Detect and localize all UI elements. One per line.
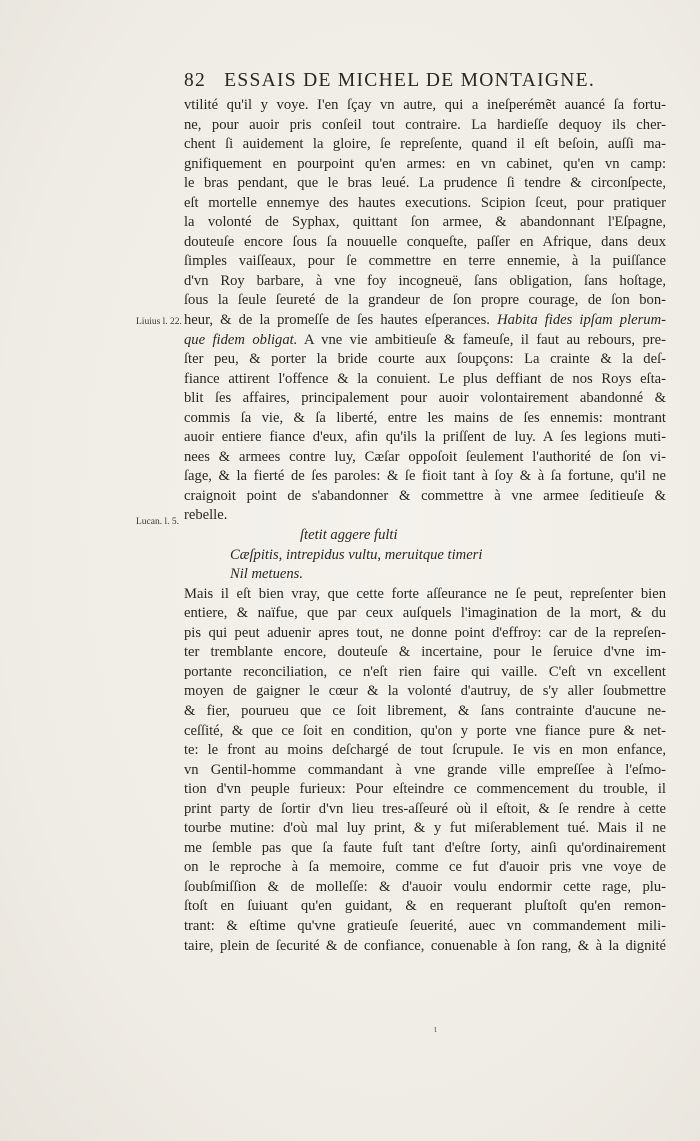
text-line: print party de ſortir d'vn lieu tres-aſſeuré où il eſtoit, & ſe rendre à cette <box>184 800 666 817</box>
text-line: ſous la ſeule ſeureté de la grandeur de ſon propre courage, de ſon bon- <box>184 292 666 309</box>
text-line: taire, plein de ſecurité & de confiance, conuenable à ſon rang, & à la dignité <box>184 937 666 954</box>
margin-note-lucan: Lucan. l. 5. <box>136 517 180 527</box>
text-line: trant: & eſtime qu'vne gratieuſe ſeuerité, auec vn commandement mili- <box>184 917 666 934</box>
text-line: auoir entiere fiance d'eux, afin qu'ils la priſſent de luy. A ſes legions muti- <box>184 429 666 446</box>
text-line: commis ſa vie, & ſa liberté, entre les mains de ſes ennemis: montrant <box>184 409 666 426</box>
text-line: entiere, & naïfue, que par ceux auſquels l'imagination de la mort, & du <box>184 605 666 622</box>
text-line: chent ſi auidement la gloire, ſe repreſente, quand il eſt beſoin, auſſi ma- <box>184 136 666 153</box>
running-header <box>184 70 664 92</box>
text-line: me ſemble pas que ſa faute fuſt tant d'eſtre ſorty, ainſi qu'ordinairement <box>184 839 666 856</box>
latin-quote: Habita fides ipſam plerum- <box>497 312 666 329</box>
text-line: douteuſe encore ſous ſa nouuelle conqueſte, paſſer en Afrique, dans deux <box>184 233 666 250</box>
text-line: le bras pendant, que le bras leué. La prudence ſi tendre & circonſpecte, <box>184 175 666 192</box>
text-line: gnifiquement en pourpoint qu'en armes: en vn cabinet, qu'en vn camp: <box>184 155 666 172</box>
text-line: nees & armees contre luy, Cæſar oppoſoit ſeulement l'authorité de ſon vi- <box>184 448 666 465</box>
text-line: vn Gentil-homme commandant à vne grande ville empreſſee à l'eſmo- <box>184 761 666 778</box>
latin-quote: que fidem obligat. <box>184 331 298 348</box>
text-line: fiance attirent l'offence & la conuient. Le plus deffiant de nos Roys eſta- <box>184 370 666 387</box>
text-line: ſoubſmiſſion & de molleſſe: & d'auoir voulu endormir cette rage, plu- <box>184 878 666 895</box>
text-line: craignoit point de s'abandonner & commettre à vne armee ſeditieuſe & <box>184 487 666 504</box>
text-segment: A vne vie ambitieuſe & fameuſe, il faut au rebours, pre- <box>297 331 666 348</box>
text-line: tourbe mutine: d'où mal luy print, & y fut miſerablement tué. Mais il ne <box>184 820 666 837</box>
text-line: rebelle. <box>184 507 228 524</box>
page-mark: ɩ <box>434 1024 437 1035</box>
text-line-with-quote <box>184 311 666 331</box>
text-line: te: le front au moins deſchargé de tout ſcrupule. Ie vis en mon enfance, <box>184 742 666 759</box>
text-line: Mais il eſt bien vray, que cette forte aſſeurance ne ſe peut, repreſenter bien <box>184 585 666 602</box>
text-line: ter tremblante encore, douteuſe & incertaine, pour le ſeruice d'vne im- <box>184 644 666 661</box>
page-number: 82 <box>184 70 207 91</box>
text-line: la volonté de Syphax, quittant ſon armee, & abandonnant l'Eſpagne, <box>184 214 666 231</box>
text-line: ſimples vaiſſeaux, pour ſe commettre en terre ennemie, à la puiſſance <box>184 253 666 270</box>
text-segment: heur, & de la promeſſe de ſes hautes eſperances. <box>184 312 498 329</box>
text-line: & fier, pourueu que ce ſoit librement, & ſans contrainte d'aucune ne- <box>184 702 666 719</box>
text-line: moyen de gaigner le cœur & la volonté d'autruy, de s'y aller ſoubmettre <box>184 683 666 700</box>
verse-line: Nil metuens. <box>230 566 303 583</box>
text-line: ſter peu, & porter la bride courte aux ſoupçons: La crainte & la deſ- <box>184 351 666 368</box>
verse-line: Cæſpitis, intrepidus vultu, meruitque timeri <box>230 546 483 563</box>
text-line: ſtoſt en ſuiuant qu'en guidant, & en requerant pluſtoſt qu'en remon- <box>184 898 666 915</box>
text-line: ceſſité, & que ce ſoit en condition, qu'on y porte vne fiance pure & net- <box>184 722 666 739</box>
text-line: eſt mortelle ennemye des hautes executions. Scipion ſceut, pour pratiquer <box>184 194 666 211</box>
text-line-with-quote <box>184 331 666 351</box>
text-line: ſage, & la fierté de ſes paroles: & ſe fioit tant à ſoy & à ſa fortune, qu'il ne <box>184 468 666 485</box>
text-line: on le reproche à ſa memoire, comme ce fut d'auoir pris vne voye de <box>184 859 666 876</box>
verse-line: ſtetit aggere fulti <box>300 527 398 544</box>
text-line: portante reconciliation, ce n'eſt rien faire qui vaille. C'eſt vn excellent <box>184 663 666 680</box>
text-line: pis qui peut aduenir apres tout, ne donne point d'effroy: car de la repreſen- <box>184 624 666 641</box>
margin-note-livius: Liuius l. 22. <box>136 317 182 327</box>
text-line: blit ſes affaires, principalement pour auoir volontairement abandonné & <box>184 390 666 407</box>
text-block <box>184 96 666 956</box>
running-title: ESSAIS DE MICHEL DE MONTAIGNE. <box>224 70 596 91</box>
text-line: ne, pour auoir pris conſeil tout contraire. La hardieſſe dequoy ils cher- <box>184 116 666 133</box>
text-line: tion d'vn peuple furieux: Pour eſteindre ce commencement du trouble, il <box>184 781 666 798</box>
text-line: vtilité qu'il y voye. I'en ſçay vn autre, qui a ineſperémẽt auancé ſa fortu- <box>184 97 666 113</box>
text-line: d'vn Roy barbare, à vne foy incogneuë, ſans obligation, ſans hoſtage, <box>184 272 666 289</box>
